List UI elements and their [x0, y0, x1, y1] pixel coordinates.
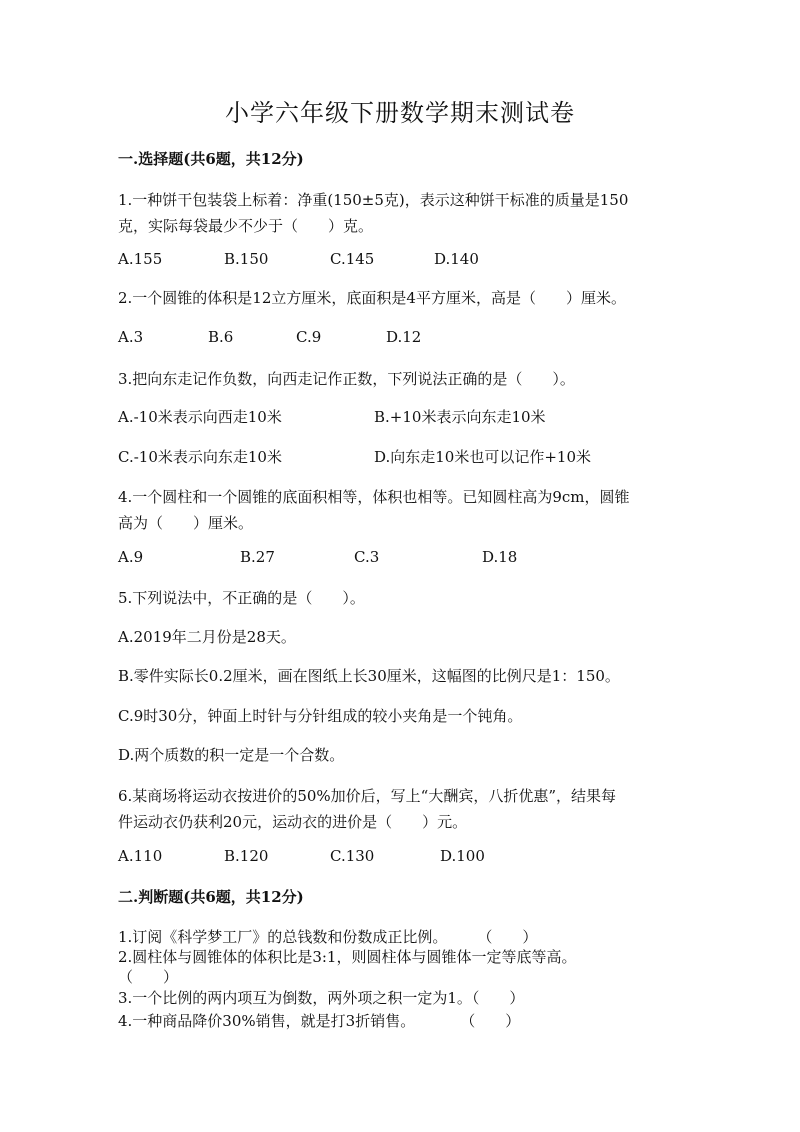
option-d: D.向东走10米也可以记作+10米	[374, 448, 592, 466]
question-text-line: 5.下列说法中，不正确的是（ ）。	[118, 589, 365, 607]
option-d: D.140	[434, 250, 479, 268]
section-heading-true-false: 二.判断题(共6题，共12分)	[118, 888, 304, 906]
option-b: B.120	[224, 847, 269, 865]
question-6	[118, 783, 698, 835]
question-2-options	[118, 326, 698, 348]
question-text-line: 高为（ ）厘米。	[118, 514, 254, 532]
option-b: B.27	[240, 548, 275, 566]
option-d: D.两个质数的积一定是一个合数。	[118, 746, 345, 764]
option-c: C.130	[330, 847, 375, 865]
question-3	[118, 366, 698, 392]
option-a: A.3	[118, 328, 144, 346]
option-a: A.9	[118, 548, 144, 566]
judgement-item: 3.一个比例的两内项互为倒数，两外项之积一定为1。（ ）	[118, 989, 525, 1007]
question-3-options-row2	[118, 446, 698, 468]
option-c: C.9时30分，钟面上时针与分针组成的较小夹角是一个钝角。	[118, 707, 523, 725]
question-text-line: 1.一种饼干包装袋上标着：净重(150±5克)，表示这种饼干标准的质量是150	[118, 191, 629, 209]
judgement-item: 1.订阅《科学梦工厂》的总钱数和份数成正比例。 （ ）	[118, 928, 538, 946]
question-2	[118, 285, 698, 311]
question-text-line: 6.某商场将运动衣按进价的50%加价后，写上“大酬宾，八折优惠”，结果每	[118, 787, 616, 805]
option-c: C.3	[354, 548, 380, 566]
option-c: C.-10米表示向东走10米	[118, 448, 282, 466]
option-b: B.+10米表示向东走10米	[374, 408, 546, 426]
question-4-options	[118, 546, 698, 568]
question-1-options	[118, 248, 698, 270]
question-6-options	[118, 845, 698, 867]
option-c: C.145	[330, 250, 375, 268]
judgement-item: 2.圆柱体与圆锥体的体积比是3:1，则圆柱体与圆锥体一定等底等高。	[118, 948, 577, 966]
question-text-line: 克，实际每袋最少不少于（ ）克。	[118, 217, 374, 235]
option-a: A.-10米表示向西走10米	[118, 408, 282, 426]
option-b: B.6	[208, 328, 234, 346]
section-heading-choice: 一.选择题(共6题，共12分)	[118, 150, 304, 168]
question-text-line: 4.一个圆柱和一个圆锥的底面积相等，体积也相等。已知圆柱高为9cm，圆锥	[118, 488, 630, 506]
option-a: A.155	[118, 250, 163, 268]
question-text-line: 件运动衣仍获利20元，运动衣的进价是（ ）元。	[118, 813, 468, 831]
question-text-line: 2.一个圆锥的体积是12立方厘米，底面积是4平方厘米，高是（ ）厘米。	[118, 289, 626, 307]
question-4	[118, 484, 698, 536]
page-title: 小学六年级下册数学期末测试卷	[225, 99, 575, 127]
question-5	[118, 585, 698, 611]
option-a: A.110	[118, 847, 163, 865]
question-1	[118, 187, 698, 239]
judgement-item-blank: （ ）	[118, 968, 179, 986]
option-d: D.18	[482, 548, 518, 566]
option-b: B.150	[224, 250, 269, 268]
question-3-options-row1	[118, 406, 698, 428]
judgement-item: 4.一种商品降价30%销售，就是打3折销售。 （ ）	[118, 1012, 521, 1030]
option-b: B.零件实际长0.2厘米，画在图纸上长30厘米，这幅图的比例尺是1：150。	[118, 667, 620, 685]
option-c: C.9	[296, 328, 322, 346]
option-a: A.2019年二月份是28天。	[118, 628, 296, 646]
option-d: D.12	[386, 328, 422, 346]
question-text-line: 3.把向东走记作负数，向西走记作正数，下列说法正确的是（ ）。	[118, 370, 575, 388]
option-d: D.100	[440, 847, 485, 865]
